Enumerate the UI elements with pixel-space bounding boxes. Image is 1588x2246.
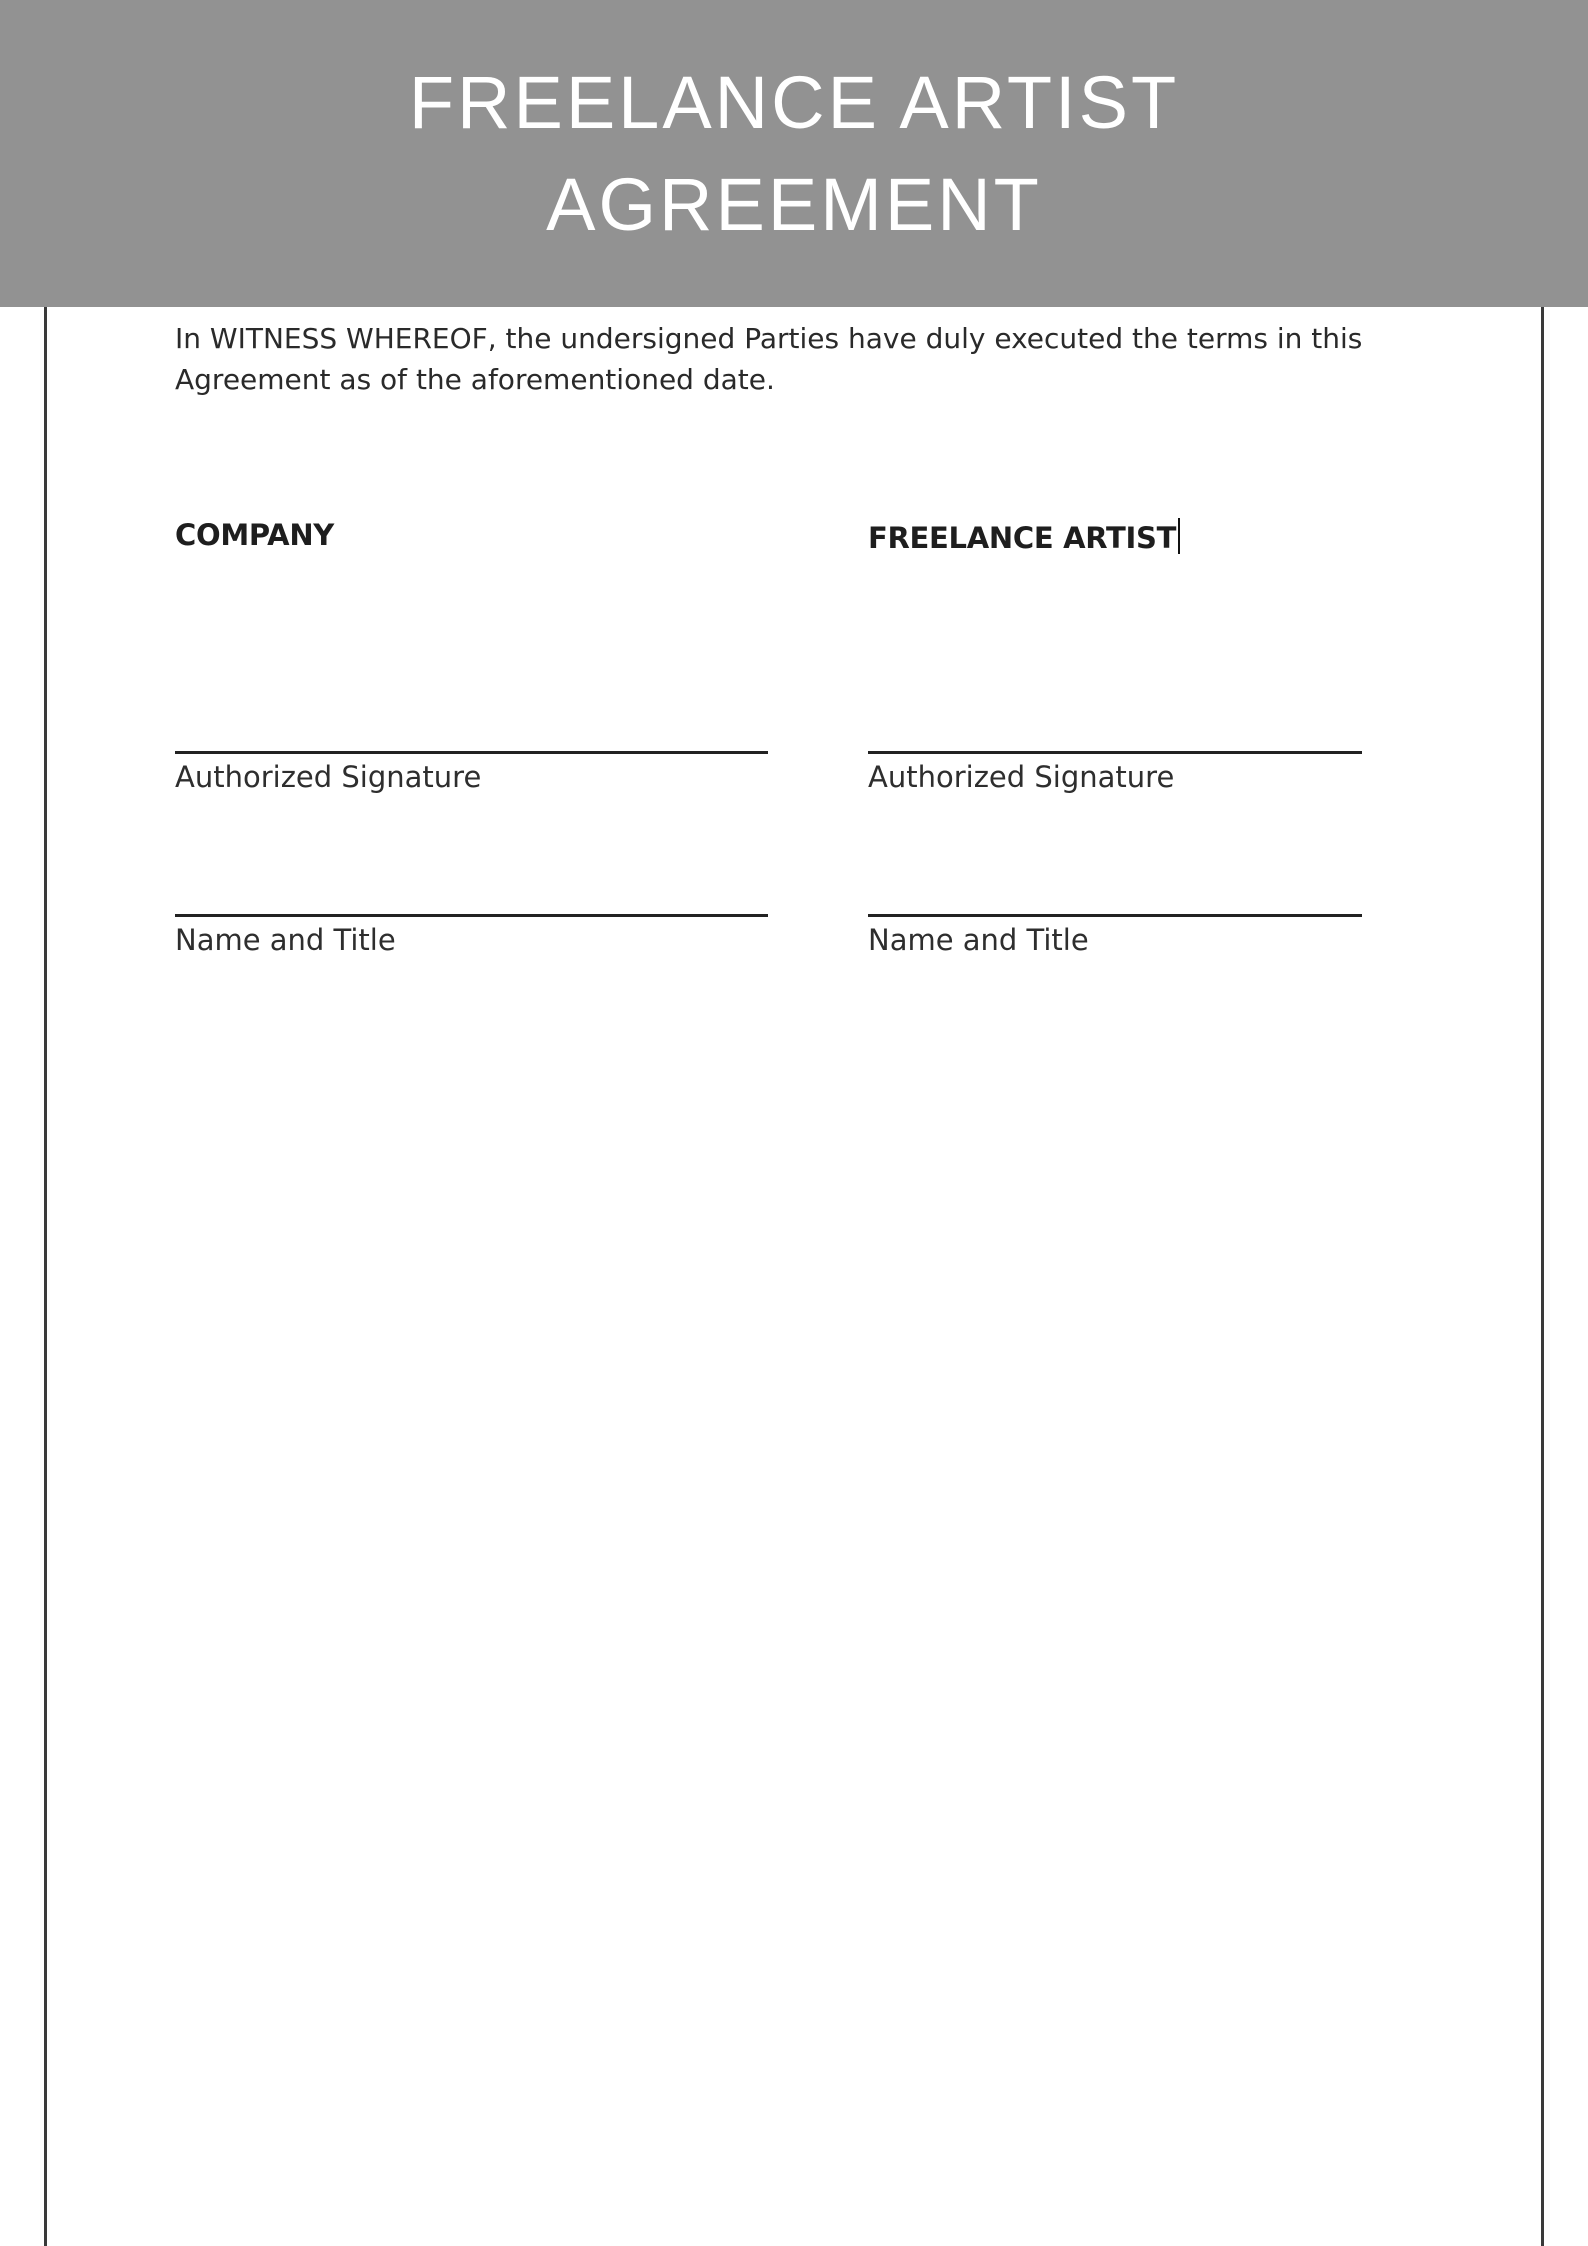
company-name-title-line[interactable] xyxy=(175,914,768,917)
artist-signature-label: Authorized Signature xyxy=(868,760,1175,794)
witness-paragraph[interactable] xyxy=(175,318,1363,400)
artist-heading[interactable] xyxy=(868,518,1180,555)
artist-name-title-label: Name and Title xyxy=(868,923,1089,957)
artist-name-title-line[interactable] xyxy=(868,914,1362,917)
banner-title-line-2: AGREEMENT xyxy=(546,162,1042,246)
text-cursor xyxy=(1178,518,1180,554)
banner-title-line-1: FREELANCE ARTIST xyxy=(408,60,1180,144)
company-heading[interactable]: COMPANY xyxy=(175,518,335,552)
artist-heading-text: FREELANCE ARTIST xyxy=(868,521,1177,555)
company-name-title-label: Name and Title xyxy=(175,923,396,957)
artist-signature-line[interactable] xyxy=(868,751,1362,754)
title-banner xyxy=(0,0,1588,307)
witness-line-2: Agreement as of the aforementioned date. xyxy=(175,363,775,396)
witness-line-1: In WITNESS WHEREOF, the undersigned Parties have duly executed the terms in this xyxy=(175,322,1363,355)
company-signature-label: Authorized Signature xyxy=(175,760,482,794)
company-signature-line[interactable] xyxy=(175,751,768,754)
